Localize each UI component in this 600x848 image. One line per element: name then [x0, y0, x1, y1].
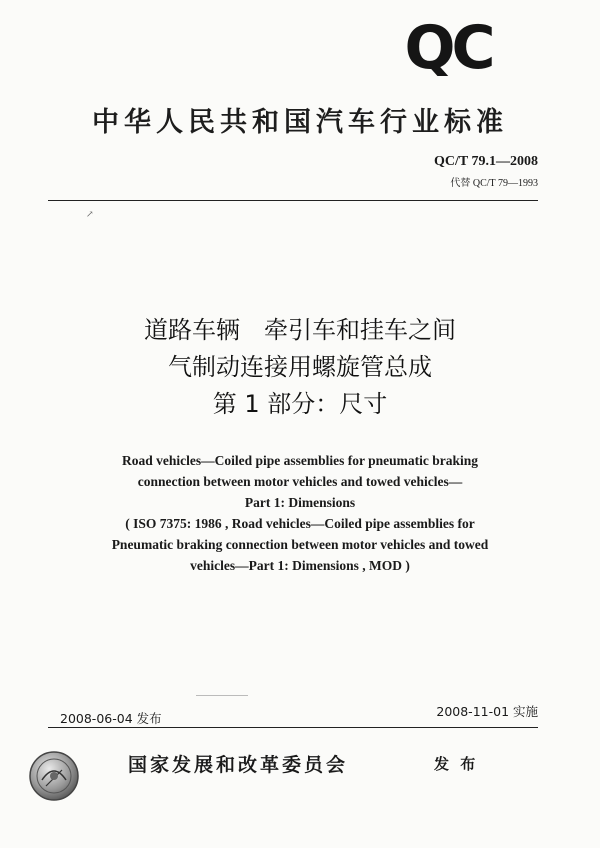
bottom-divider: [48, 727, 538, 728]
qc-logo: [398, 18, 498, 76]
scan-mark: ↗: [86, 210, 94, 220]
svg-text:QC: QC: [404, 18, 492, 76]
implementation-date: 2008-11-01 实施: [436, 704, 538, 719]
organization-title: 中华人民共和国汽车行业标准: [92, 107, 508, 138]
issue-date: 2008-06-04 发布: [60, 711, 162, 726]
standard-number: QC/T 79.1—2008: [434, 154, 538, 169]
english-title-line: vehicles—Part 1: Dimensions , MOD ): [190, 558, 410, 573]
english-title: [60, 450, 540, 576]
top-divider: [48, 200, 538, 201]
publish-label: 发 布: [434, 755, 479, 773]
chinese-title-line-1: 道路车辆 牵引车和挂车之间: [144, 316, 456, 344]
chinese-title-line-2: 气制动连接用螺旋管总成: [168, 353, 432, 381]
publisher-name: 国家发展和改革委员会: [128, 754, 349, 776]
standard-replaces: 代替 QC/T 79—1993: [450, 178, 538, 189]
english-title-line: Road vehicles—Coiled pipe assemblies for pneumatic braking: [121, 453, 479, 468]
english-title-line: ( ISO 7375: 1986 , Road vehicles—Coiled pipe assemblies for: [125, 516, 475, 531]
faint-divider: [196, 695, 248, 696]
chinese-title-line-3: 第 1 部分：尺寸: [212, 390, 388, 418]
english-title-line: connection between motor vehicles and towed vehicles—: [137, 474, 463, 489]
english-title-line: Part 1: Dimensions: [244, 495, 356, 510]
english-title-line: Pneumatic braking connection between motor vehicles and towed: [111, 537, 489, 552]
emblem-seal-icon: [28, 750, 80, 802]
chinese-title: [0, 312, 600, 423]
